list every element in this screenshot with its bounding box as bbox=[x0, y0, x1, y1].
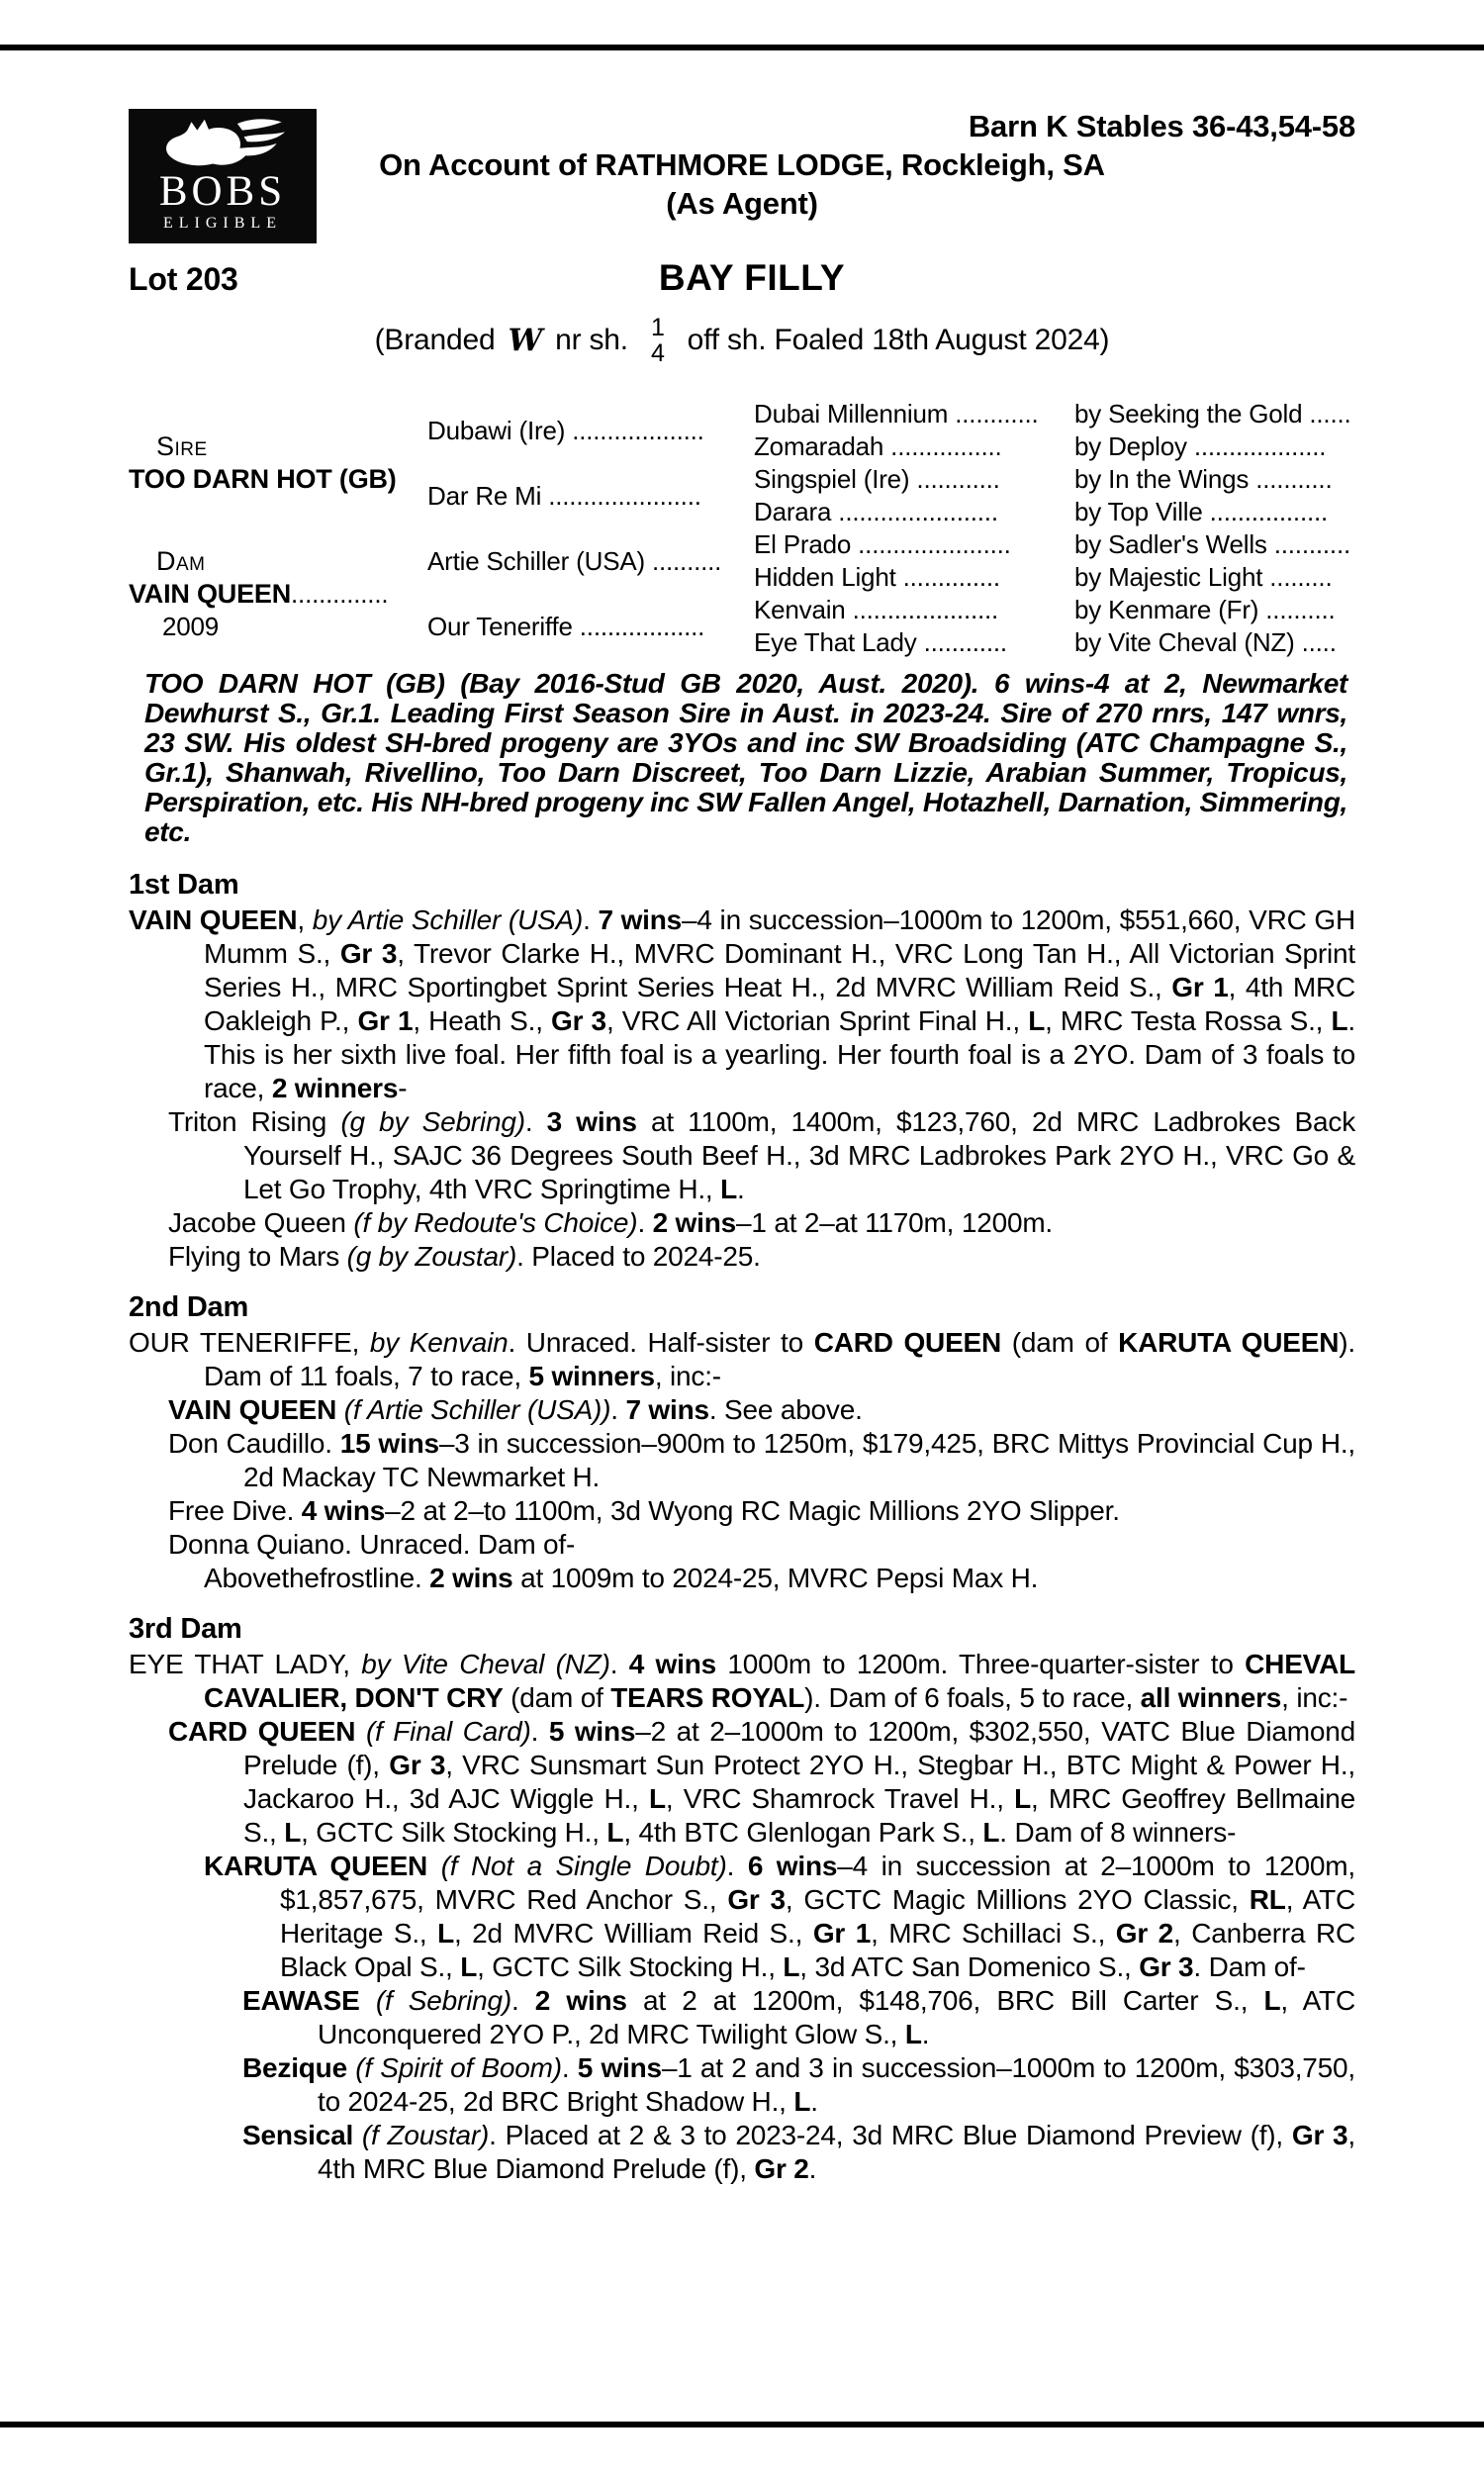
pedigree-sire-block bbox=[129, 398, 427, 528]
barn-allocation: Barn K Stables 36-43,54-58 bbox=[968, 109, 1355, 143]
brand-foaling-line bbox=[0, 309, 1484, 372]
brand-near-shoulder: nr sh. bbox=[555, 324, 628, 356]
pedigree-parent: Dubawi (Ire) ................... bbox=[427, 415, 704, 445]
brand-fraction-top: 1 bbox=[650, 314, 665, 341]
pedigree-entry: VAIN QUEEN (f Artie Schiller (USA)). 7 wins. See above. bbox=[168, 1394, 863, 1425]
pedigree-entry: OUR TENERIFFE, by Kenvain. Unraced. Half-sister to CARD QUEEN (dam of KARUTA QUEEN). Dam of 11 foals, 7 to race, 5 winners, inc:- bbox=[129, 1327, 1355, 1391]
pedigree-entry: Bezique (f Spirit of Boom). 5 wins–1 at 2 and 3 in succession–1000m to 1200m, $303,750, to 2024-25, 2d BRC Bright Shadow H., L. bbox=[242, 2052, 1355, 2117]
pedigree-entry: EYE THAT LADY, by Vite Cheval (NZ). 4 wins 1000m to 1200m. Three-quarter-sister to CHEVAL CAVALIER, DON'T CRY (dam of TEARS ROYAL). Dam of 6 foals, 5 to race, all winners, inc:- bbox=[129, 1649, 1355, 1713]
bottom-rule bbox=[0, 2422, 1484, 2427]
pedigree-entry: Flying to Mars (g by Zoustar). Placed to 2024-25. bbox=[168, 1241, 761, 1272]
pedigree-entry: Jacobe Queen (f by Redoute's Choice). 2 wins–1 at 2–at 1170m, 1200m. bbox=[168, 1207, 1054, 1238]
pedigree-grandparent-sire: by Majestic Light ......... bbox=[1074, 562, 1333, 592]
pedigree-entry: EAWASE (f Sebring). 2 wins at 2 at 1200m, $148,706, BRC Bill Carter S., L, ATC Unconquered 2YO P., 2d MRC Twilight Glow S., L. bbox=[242, 1985, 1355, 2049]
pedigree-entry: Don Caudillo. 15 wins–3 in succession–900m to 1250m, $179,425, BRC Mittys Provincial Cup H., 2d Mackay TC Newmarket H. bbox=[168, 1428, 1355, 1492]
section-heading: 3rd Dam bbox=[129, 1613, 242, 1645]
pedigree-parent: Our Teneriffe .................. bbox=[427, 611, 705, 641]
pedigree-grandparent-sire: by Kenmare (Fr) .......... bbox=[1074, 595, 1336, 624]
pedigree-grandparent: El Prado ...................... bbox=[754, 529, 1011, 559]
pedigree-grandparent: Hidden Light .............. bbox=[754, 562, 1000, 592]
pedigree-sire-label: Sire bbox=[156, 431, 208, 461]
dam-sections bbox=[129, 868, 1355, 2203]
dam-section bbox=[129, 1612, 1355, 2186]
pedigree-grandparent-sire: by Sadler's Wells ........... bbox=[1074, 529, 1350, 559]
pedigree-entry: Free Dive. 4 wins–2 at 2–to 1100m, 3d Wyong RC Magic Millions 2YO Slipper. bbox=[168, 1495, 1120, 1526]
pedigree-dam-name: VAIN QUEEN.............. bbox=[129, 578, 389, 609]
pedigree-parent: Artie Schiller (USA) .......... bbox=[427, 545, 722, 576]
brand-symbol: W bbox=[508, 323, 543, 358]
pedigree-grandparent: Singspiel (Ire) ............ bbox=[754, 464, 1000, 494]
pedigree-dam-label: Dam bbox=[156, 545, 206, 576]
logo-title: BOBS bbox=[158, 168, 287, 215]
brand-fraction bbox=[651, 315, 665, 366]
pedigree-entry: Abovethefrostline. 2 wins at 1009m to 2024-25, MVRC Pepsi Max H. bbox=[204, 1563, 1039, 1593]
pedigree-grandparent-sire: by Vite Cheval (NZ) ..... bbox=[1074, 627, 1337, 657]
pedigree-grandparent: Dubai Millennium ............ bbox=[754, 399, 1039, 428]
pedigree-entry: VAIN QUEEN, by Artie Schiller (USA). 7 wins–4 in succession–1000m to 1200m, $551,660, VRC GH Mumm S., Gr 3, Trevor Clarke H., MVRC Dominant H., VRC Long Tan H., All Victorian Sprint Series H., MRC Sportingbet Sprint Series Heat H., 2d MVRC William Reid S., Gr 1, 4th MRC Oakleigh P., Gr 1, Heath S., Gr 3, VRC All Victorian Sprint Final H., L, MRC Testa Rossa S., L. This is her sixth live foal. Her fifth foal is a yearling. Her fourth foal is a 2YO. Dam of 3 foals to race, 2 winners- bbox=[129, 904, 1356, 1103]
pedigree-grandparent: Eye That Lady ............ bbox=[754, 627, 1007, 657]
pedigree-grandparent: Darara ....................... bbox=[754, 497, 998, 526]
dam-section bbox=[129, 868, 1355, 1274]
agent-line: (As Agent) bbox=[666, 186, 818, 221]
dam-section bbox=[129, 1290, 1355, 1595]
brand-prefix: (Branded bbox=[374, 324, 496, 356]
top-rule bbox=[0, 45, 1484, 50]
pedigree-grandparent-sire: by Top Ville ................. bbox=[1074, 497, 1329, 526]
pedigree-grandparent-sire: by Seeking the Gold ...... bbox=[1074, 399, 1351, 428]
pedigree-table bbox=[129, 398, 1355, 659]
pedigree-entry: Sensical (f Zoustar). Placed at 2 & 3 to 2023-24, 3d MRC Blue Diamond Preview (f), Gr 3, 4th MRC Blue Diamond Prelude (f), Gr 2. bbox=[242, 2120, 1355, 2184]
pedigree-grandparent: Zomaradah ................ bbox=[754, 431, 1002, 461]
horse-description: BAY FILLY bbox=[658, 257, 846, 298]
pedigree-parent: Dar Re Mi ...................... bbox=[427, 480, 701, 511]
pedigree-dam-year: 2009 bbox=[162, 611, 220, 641]
pedigree-entry: CARD QUEEN (f Final Card). 5 wins–2 at 2–1000m to 1200m, $302,550, VATC Blue Diamond Prelude (f), Gr 3, VRC Sunsmart Sun Protect 2YO H., Stegbar H., BTC Might & Power H., Jackaroo H., 3d AJC Wiggle H., L, VRC Shamrock Travel H., L, MRC Geoffrey Bellmaine S., L, GCTC Silk Stocking H., L, 4th BTC Glenlogan Park S., L. Dam of 8 winners- bbox=[168, 1716, 1355, 1848]
sire-summary: TOO DARN HOT (GB) (Bay 2016-Stud GB 2020, Aust. 2020). 6 wins-4 at 2, Newmarket Dewhurst S., Gr.1. Leading First Season Sire in Aust. in 2023-24. Sire of 270 rnrs, 147 wnrs, 23 SW. His oldest SH-bred progeny are 3YOs and inc SW Broadsiding (ATC Champagne S., Gr.1), Shanwah, Rivellino, Too Darn Discreet, Too Darn Lizzie, Arabian Summer, Tropicus, Perspiration, etc. His NH-bred progeny inc SW Fallen Angel, Hotazhell, Darnation, Simmering, etc. bbox=[144, 668, 1348, 847]
logo-subtitle: ELIGIBLE bbox=[163, 215, 282, 232]
pedigree-entry: Triton Rising (g by Sebring). 3 wins at 1100m, 1400m, $123,760, 2d MRC Ladbrokes Back Yourself H., SAJC 36 Degrees South Beef H., 3d MRC Ladbrokes Park 2YO H., VRC Go & Let Go Trophy, 4th VRC Springtime H., L. bbox=[168, 1106, 1355, 1204]
pedigree-entry: KARUTA QUEEN (f Not a Single Doubt). 6 wins–4 in succession at 2–1000m to 1200m, $1,857,675, MVRC Red Anchor S., Gr 3, GCTC Magic Millions 2YO Classic, RL, ATC Heritage S., L, 2d MVRC William Reid S., Gr 1, MRC Schillaci S., Gr 2, Canberra RC Black Opal S., L, GCTC Silk Stocking H., L, 3d ATC San Domenico S., Gr 3. Dam of- bbox=[204, 1851, 1356, 1982]
pedigree-grandparent: Kenvain ..................... bbox=[754, 595, 999, 624]
section-heading: 2nd Dam bbox=[129, 1291, 249, 1323]
pedigree-sire-name: TOO DARN HOT (GB) bbox=[129, 464, 397, 494]
section-heading: 1st Dam bbox=[129, 869, 239, 901]
pedigree-grandparent-sire: by Deploy ................... bbox=[1074, 431, 1327, 461]
brand-fraction-bottom: 4 bbox=[650, 339, 665, 367]
vendor-line: On Account of RATHMORE LODGE, Rockleigh, SA bbox=[379, 147, 1105, 182]
pedigree-entry: Donna Quiano. Unraced. Dam of- bbox=[168, 1529, 576, 1560]
lot-number: Lot 203 bbox=[129, 261, 238, 297]
pedigree-grandparent-sire: by In the Wings ........... bbox=[1074, 464, 1333, 494]
brand-suffix: off sh. Foaled 18th August 2024) bbox=[687, 324, 1110, 356]
pedigree-dam-block bbox=[129, 528, 427, 659]
